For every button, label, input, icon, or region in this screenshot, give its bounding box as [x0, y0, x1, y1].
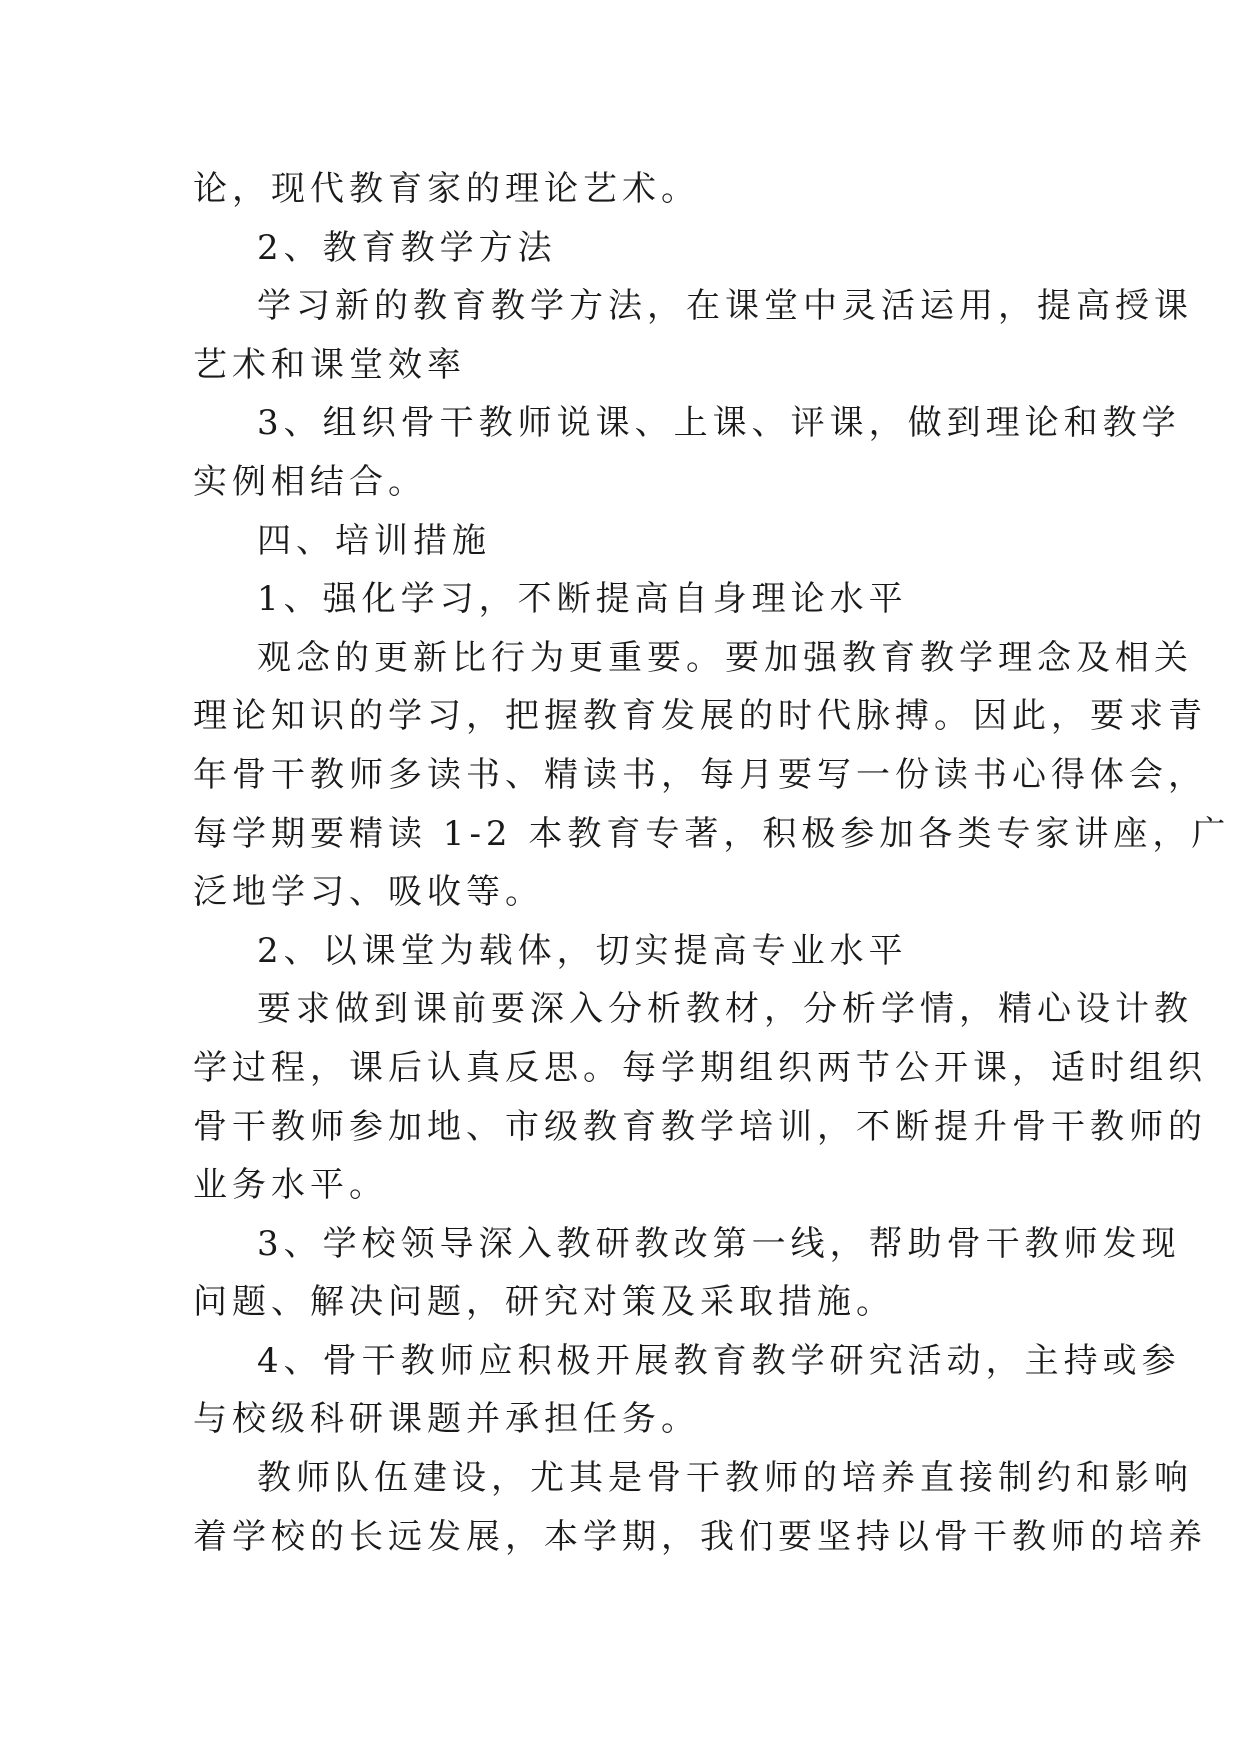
text-line: 年骨干教师多读书、精读书，每月要写一份读书心得体会，	[193, 754, 1207, 795]
text-line: 着学校的长远发展，本学期，我们要坚持以骨干教师的培养	[193, 1516, 1207, 1557]
text-line: 4、骨干教师应积极开展教育教学研究活动，主持或参	[257, 1340, 1181, 1381]
section-heading: 2、教育教学方法	[257, 227, 557, 268]
text-line: 观念的更新比行为更重要。要加强教育教学理念及相关	[257, 637, 1193, 678]
section-heading: 1、强化学习，不断提高自身理论水平	[257, 579, 908, 620]
text-line: 3、学校领导深入教研教改第一线，帮助骨干教师发现	[257, 1223, 1181, 1264]
text-line: 3、组织骨干教师说课、上课、评课，做到理论和教学	[257, 403, 1181, 444]
text-line: 业务水平。	[193, 1165, 388, 1206]
text-line: 泛地学习、吸收等。	[193, 872, 544, 913]
document-body	[193, 160, 1231, 1566]
text-line: 实例相结合。	[193, 461, 427, 502]
text-line: 要求做到课前要深入分析教材，分析学情，精心设计教	[257, 989, 1193, 1030]
text-line: 艺术和课堂效率	[193, 344, 466, 385]
text-line: 每学期要精读 1-2 本教育专著，积极参加各类专家讲座，广	[193, 813, 1231, 854]
text-line: 与校级科研课题并承担任务。	[193, 1399, 700, 1440]
text-line: 问题、解决问题，研究对策及采取措施。	[193, 1282, 895, 1323]
text-line: 教师队伍建设，尤其是骨干教师的培养直接制约和影响	[257, 1458, 1193, 1499]
section-heading: 2、以课堂为载体，切实提高专业水平	[257, 930, 908, 971]
text-line: 论，现代教育家的理论艺术。	[193, 169, 700, 209]
text-line: 学过程，课后认真反思。每学期组织两节公开课，适时组织	[193, 1047, 1207, 1088]
text-line: 骨干教师参加地、市级教育教学培训，不断提升骨干教师的	[193, 1106, 1207, 1147]
section-heading: 四、培训措施	[257, 520, 491, 561]
text-line: 学习新的教育教学方法，在课堂中灵活运用，提高授课	[257, 286, 1193, 327]
text-line: 理论知识的学习，把握教育发展的时代脉搏。因此，要求青	[193, 696, 1207, 737]
